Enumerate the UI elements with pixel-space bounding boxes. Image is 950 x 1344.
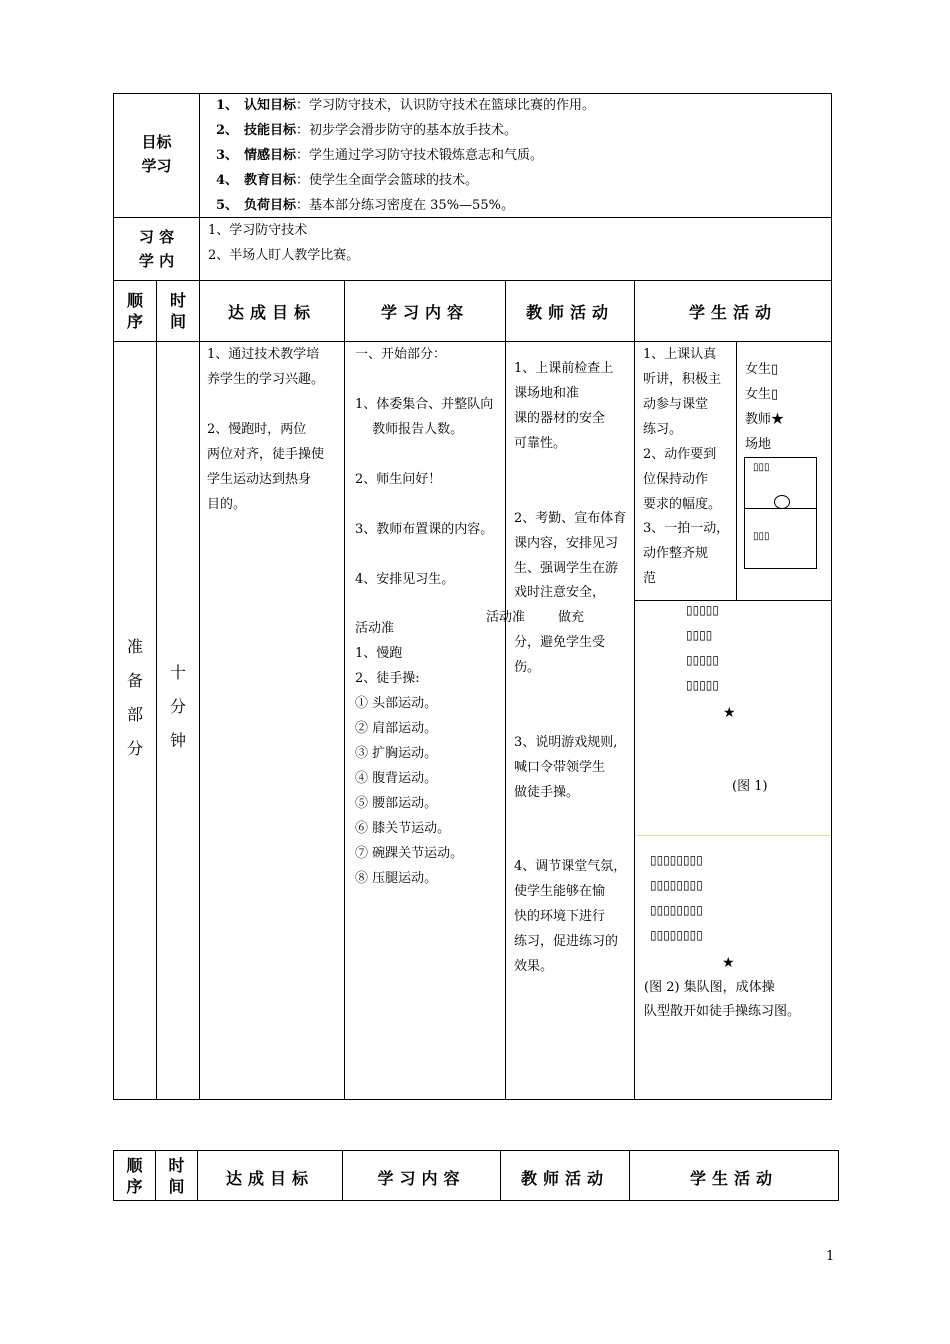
header-student: 学生活动 xyxy=(688,303,777,322)
objective-item: 1、 认知目标：学习防守技术，认识防守技术在篮球比赛的作用。 xyxy=(216,98,596,113)
header-learn: 学习内容 xyxy=(377,1169,466,1188)
header-time: 时 间 xyxy=(169,291,186,331)
header-teacher: 教师活动 xyxy=(520,1169,609,1188)
teacher-star-icon: ★ xyxy=(723,705,736,721)
content-label-top: 习 容 xyxy=(138,228,175,246)
content-label-bottom: 学 内 xyxy=(138,252,175,270)
figure-1-caption: (图 1) xyxy=(732,779,768,794)
figure-2-caption: (图 2) 集队图，成体操 xyxy=(644,980,775,995)
objective-item: 4、 教育目标：使学生全面学会篮球的技术。 xyxy=(216,173,479,188)
header-teacher: 教师活动 xyxy=(525,303,614,322)
center-circle xyxy=(774,495,790,509)
header-student: 学生活动 xyxy=(689,1169,778,1188)
header-order: 顺 序 xyxy=(126,291,143,331)
objective-item: 2、 技能目标：初步学会滑步防守的基本放手技术。 xyxy=(216,123,518,138)
header-learn: 学习内容 xyxy=(380,303,469,322)
header-goal: 达成目标 xyxy=(225,1169,314,1188)
objectives-label: 目标 学习 xyxy=(141,133,172,175)
header-order: 顺 序 xyxy=(126,1156,143,1196)
teacher-star-icon: ★ xyxy=(722,955,735,971)
figure-2-caption: 队型散开如徒手操练习图。 xyxy=(644,1004,801,1019)
section-label: 准 备 部 分 xyxy=(126,637,143,758)
time-label: 十 分 钟 xyxy=(169,663,186,750)
objective-item: 5、 负荷目标：基本部分练习密度在 35%—55%。 xyxy=(216,198,514,213)
header-time: 时 间 xyxy=(168,1156,185,1196)
field-diagram: ▯▯▯ ▯▯▯ xyxy=(744,457,817,569)
objective-item: 3、 情感目标：学生通过学习防守技术锻炼意志和气质。 xyxy=(216,148,544,163)
page-number: 1 xyxy=(826,1249,835,1264)
header-goal: 达成目标 xyxy=(227,303,316,322)
content-item: 2、半场人盯人教学比赛。 xyxy=(208,248,360,263)
content-item: 1、学习防守技术 xyxy=(208,223,308,238)
